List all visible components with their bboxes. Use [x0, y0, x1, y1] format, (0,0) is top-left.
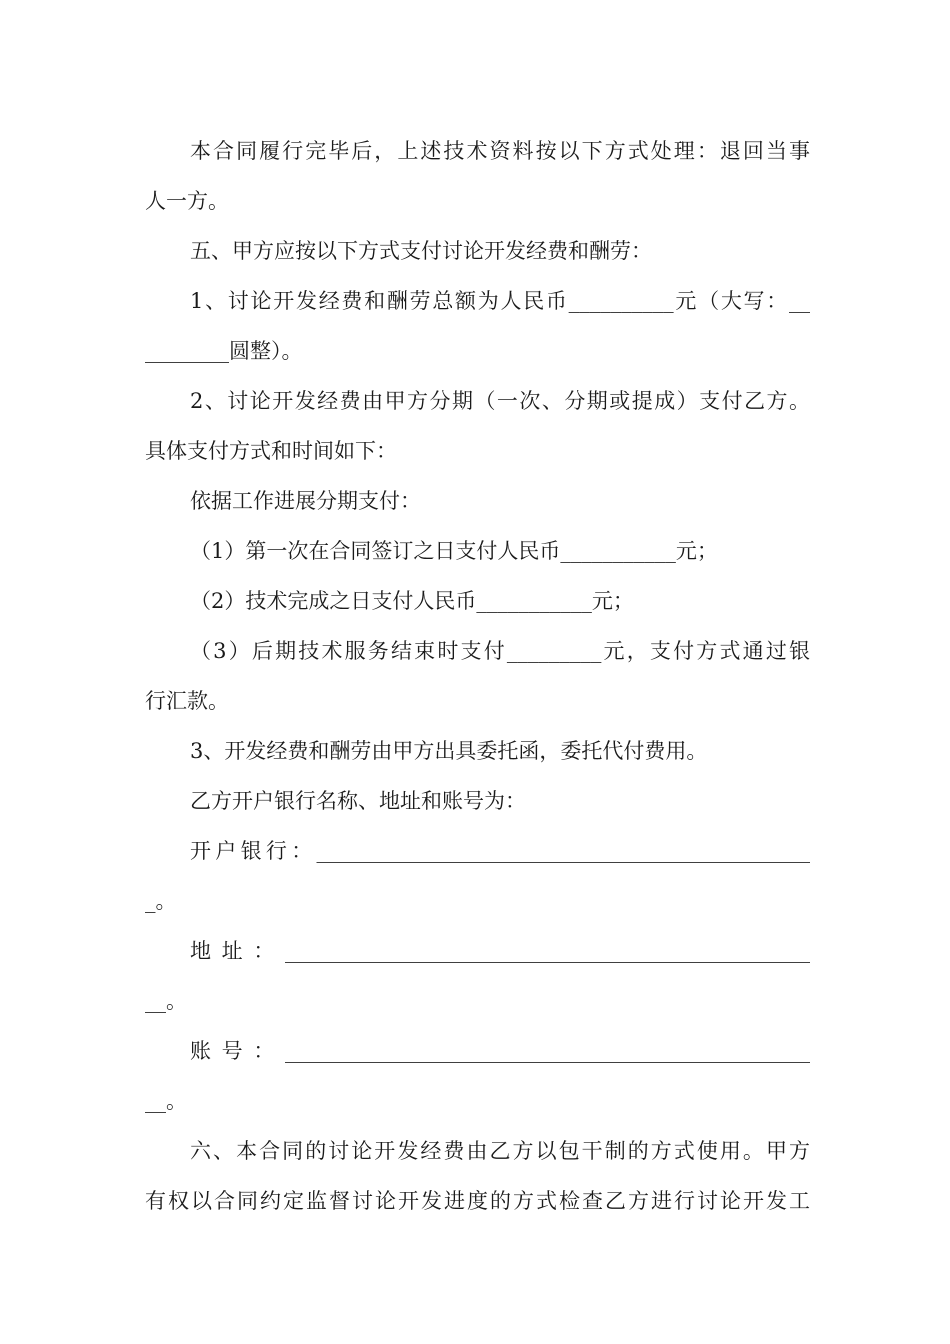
text-line: 五、甲方应按以下方式支付讨论开发经费和酬劳：	[190, 239, 652, 263]
text-line: _。	[145, 889, 177, 913]
text-line: __。	[145, 989, 187, 1013]
text-line: （1）第一次在合同签订之日支付人民币___________元；	[190, 539, 718, 563]
text-line: （3）后期技术服务结束时支付_________元，支付方式通过银	[190, 639, 810, 663]
text-line: 人一方。	[145, 189, 229, 213]
text-line: __。	[145, 1089, 187, 1113]
bank-name-field: 开户银行：_______________________________________________	[190, 839, 810, 863]
text-line: 乙方开户银行名称、地址和账号为：	[190, 789, 526, 813]
account-number-field: 账号：__________________________________________________	[190, 1039, 810, 1063]
text-line: （2）技术完成之日支付人民币___________元；	[190, 589, 634, 613]
text-line: ________圆整）。	[145, 339, 303, 363]
text-line: 具体支付方式和时间如下：	[145, 439, 397, 463]
text-line: 有权以合同约定监督讨论开发进度的方式检查乙方进行讨论开发工	[145, 1189, 810, 1213]
text-line: 本合同履行完毕后，上述技术资料按以下方式处理：退回当事	[190, 139, 810, 163]
text-line: 2、讨论开发经费由甲方分期（一次、分期或提成）支付乙方。	[190, 389, 810, 413]
text-line: 1、讨论开发经费和酬劳总额为人民币__________元（大写：__	[190, 289, 810, 313]
text-line: 依据工作进展分期支付：	[190, 489, 421, 513]
text-line: 行汇款。	[145, 689, 229, 713]
text-line: 六、本合同的讨论开发经费由乙方以包干制的方式使用。甲方	[190, 1139, 810, 1163]
text-line: 3、开发经费和酬劳由甲方出具委托函，委托代付费用。	[190, 739, 708, 763]
address-field: 地址：__________________________________________________	[190, 939, 810, 963]
